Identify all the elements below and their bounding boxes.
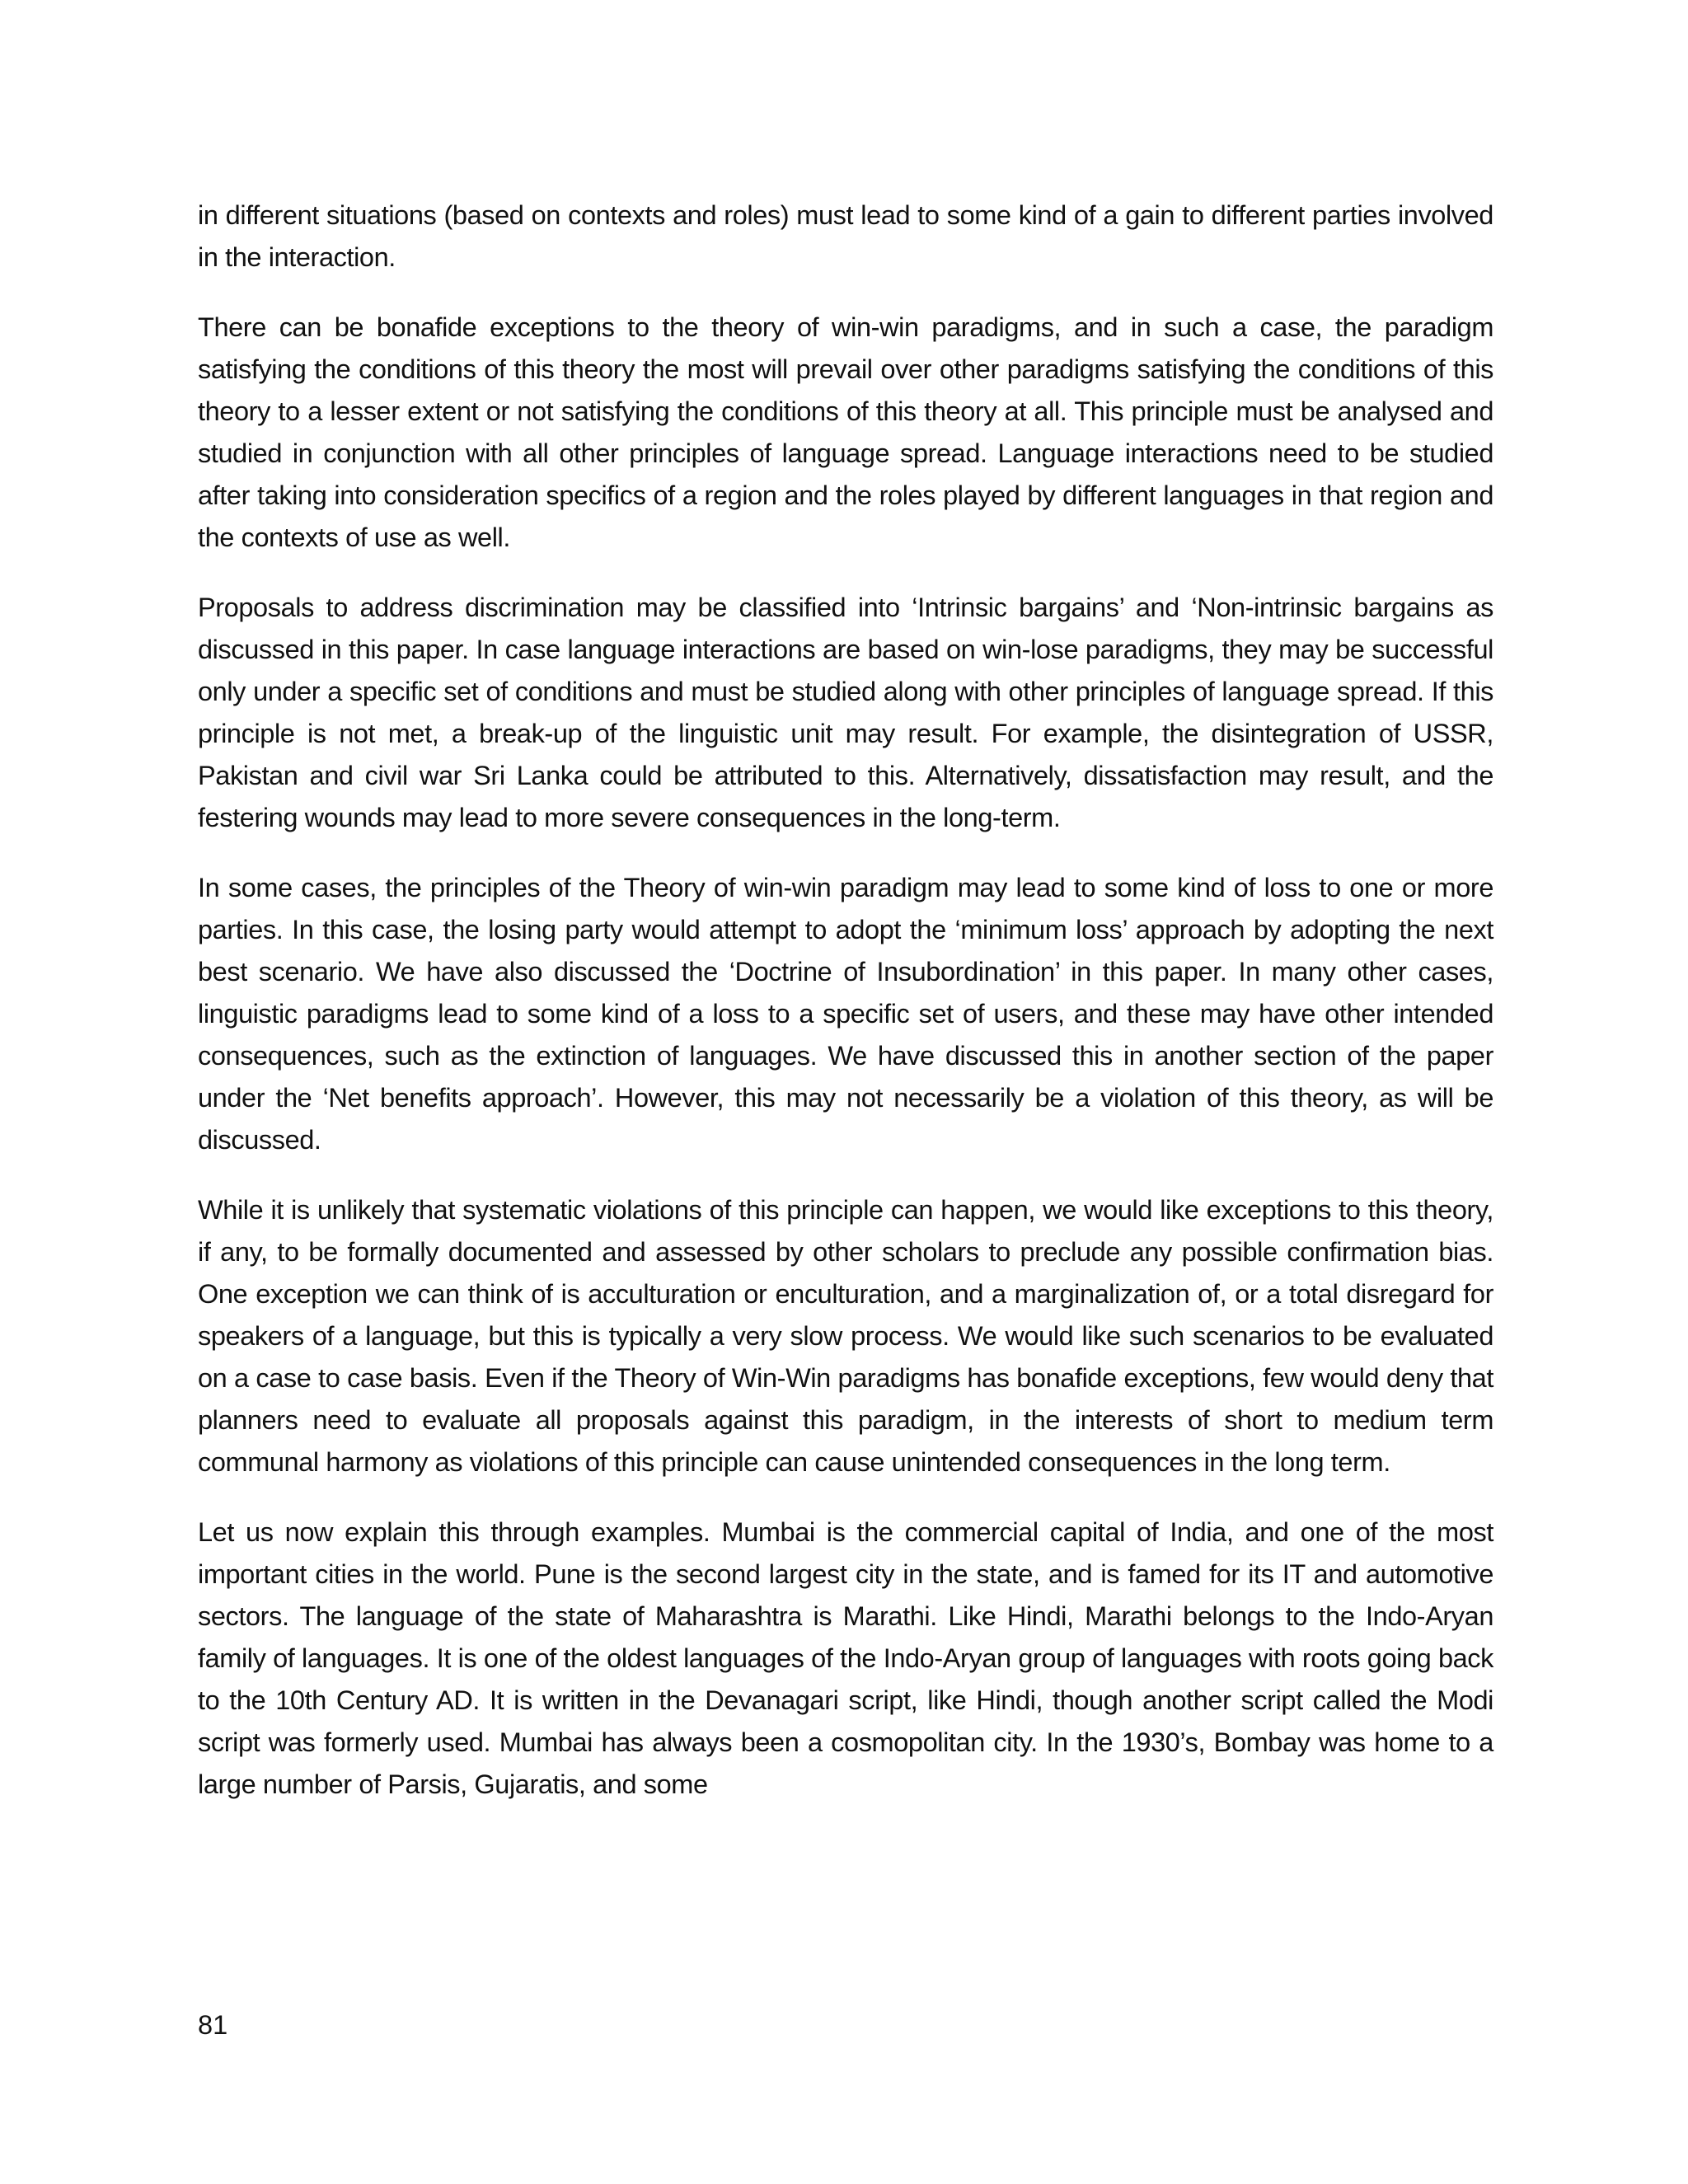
paragraph-5: While it is unlikely that systematic violations of this principle can happen, we would like exceptions to this theory, if any, to be formally documented and assessed by other scholars to preclude any possible confirmation bias. One exception we can think of is acculturation or enculturation, and a marginalization of, or a total disregard for speakers of a language, but this is typically a very slow process. We would like such scenarios to be evaluated on a case to case basis. Even if the Theory of Win-Win paradigms has bonafide exceptions, few would deny that planners need to evaluate all proposals against this paradigm, in the interests of short to medium term communal harmony as violations of this principle can cause unintended consequences in the long term.	[198, 1195, 1493, 1477]
paragraph-4: In some cases, the principles of the Theory of win-win paradigm may lead to some kind of loss to one or more parties. In this case, the losing party would attempt to adopt the ‘minimum loss’ approach by adopting the next best scenario. We have also discussed the ‘Doctrine of Insubordination’ in this paper. In many other cases, linguistic paradigms lead to some kind of a loss to a specific set of users, and these may have other intended consequences, such as the extinction of languages. We have discussed this in another section of the paper under the ‘Net benefits approach’. However, this may not necessarily be a violation of this theory, as will be discussed.	[198, 873, 1493, 1155]
paragraph-3: Proposals to address discrimination may be classified into ‘Intrinsic bargains’ and ‘Non-intrinsic bargains as discussed in this paper. In case language interactions are based on win-lose paradigms, they may be successful only under a specific set of conditions and must be studied along with other principles of language spread. If this principle is not met, a break-up of the linguistic unit may result. For example, the disintegration of USSR, Pakistan and civil war Sri Lanka could be attributed to this. Alternatively, dissatisfaction may result, and the festering wounds may lead to more severe consequences in the long-term.	[198, 593, 1493, 832]
paragraph-2: There can be bonafide exceptions to the theory of win-win paradigms, and in such a case, the paradigm satisfying the conditions of this theory the most will prevail over other paradigms satisfying the conditions of this theory to a lesser extent or not satisfying the conditions of this theory at all. This principle must be analysed and studied in conjunction with all other principles of language spread. Language interactions need to be studied after taking into consideration specifics of a region and the roles played by different languages in that region and the contexts of use as well.	[198, 312, 1493, 552]
page-number: 81	[198, 2010, 228, 2040]
body-text	[198, 194, 1493, 1834]
paragraph-6: Let us now explain this through examples. Mumbai is the commercial capital of India, and one of the most important cities in the world. Pune is the second largest city in the state, and is famed for its IT and automotive sectors. The language of the state of Maharashtra is Marathi. Like Hindi, Marathi belongs to the Indo-Aryan family of languages. It is one of the oldest languages of the Indo-Aryan group of languages with roots going back to the 10th Century AD. It is written in the Devanagari script, like Hindi, though another script called the Modi script was formerly used. Mumbai has always been a cosmopolitan city. In the 1930’s, Bombay was home to a large number of Parsis, Gujaratis, and some	[198, 1517, 1493, 1799]
paragraph-1: in different situations (based on contexts and roles) must lead to some kind of a gain to different parties involved in the interaction.	[198, 200, 1493, 272]
